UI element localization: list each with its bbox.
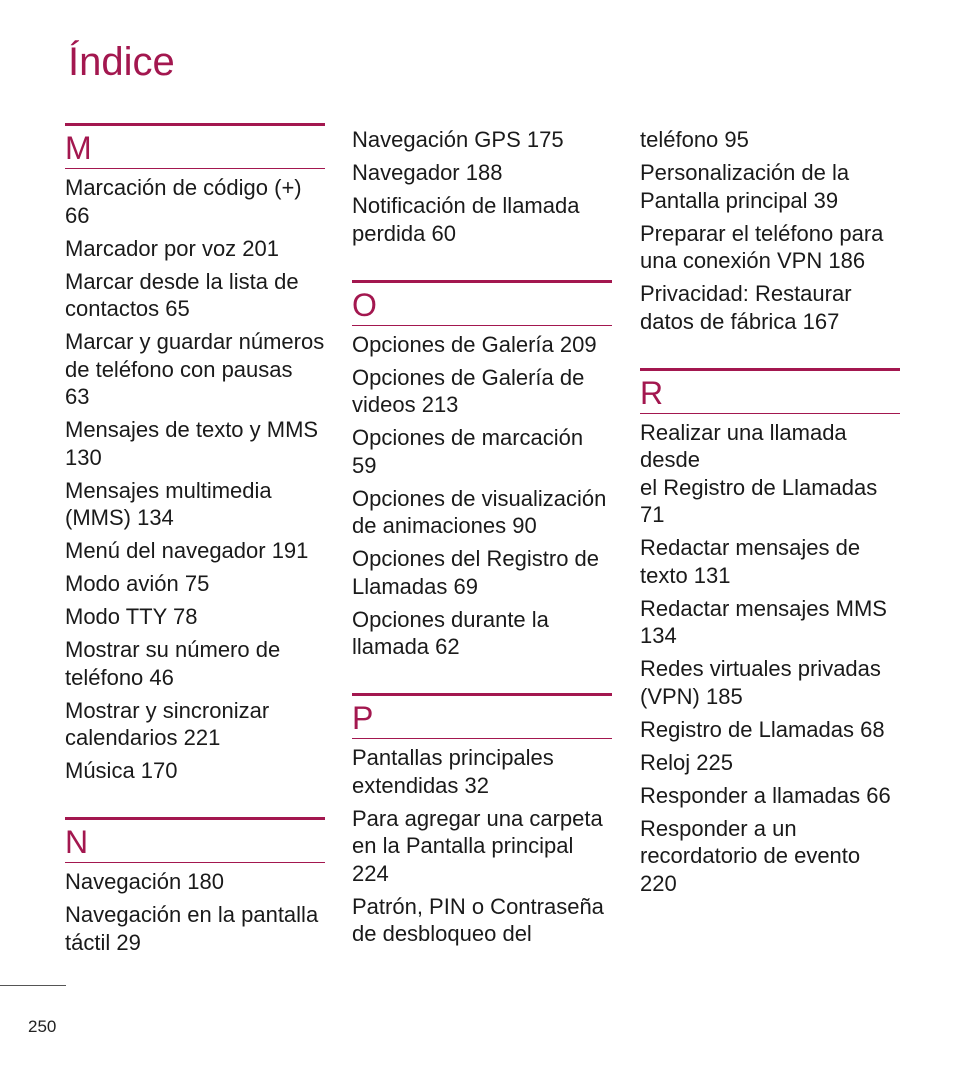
section-letter: M bbox=[65, 130, 92, 166]
index-entry: Redactar mensajes MMS 134 bbox=[640, 595, 887, 648]
index-entry: Marcar desde la lista de contactos 65 bbox=[65, 268, 299, 321]
section-spacer bbox=[352, 666, 612, 693]
index-entry: Reloj 225 bbox=[640, 749, 733, 775]
index-entry: Opciones de marcación 59 bbox=[352, 425, 584, 478]
index-entry: Navegación 180 bbox=[65, 869, 225, 894]
index-entry: Marcar y guardar números de teléfono con pausas 63 bbox=[65, 329, 325, 409]
index-entry: Marcador por voz 201 bbox=[65, 235, 279, 261]
index-entry: Mensajes multimedia (MMS) 134 bbox=[65, 477, 272, 530]
footer-rule bbox=[0, 985, 66, 986]
section-letter: O bbox=[352, 286, 377, 323]
index-entry: Responder a llamadas 66 bbox=[640, 782, 891, 808]
index-entry: Modo TTY 78 bbox=[65, 604, 198, 629]
index-entry: Realizar una llamada desde el Registro de Llamadas 71 bbox=[640, 419, 878, 527]
section-letter: R bbox=[640, 374, 664, 411]
index-entry: teléfono 95 bbox=[640, 127, 749, 152]
section-letter: P bbox=[352, 700, 374, 736]
index-entry: Patrón, PIN o Contraseña de desbloqueo del bbox=[352, 893, 604, 946]
index-entry: Navegador 188 bbox=[352, 160, 503, 185]
index-entry: Opciones del Registro de Llamadas 69 bbox=[352, 546, 600, 599]
index-entry: Pantallas principales extendidas 32 bbox=[352, 745, 554, 798]
index-column-3 bbox=[640, 126, 900, 903]
index-entry: Navegación en la pantalla táctil 29 bbox=[65, 902, 319, 955]
index-entry: Mostrar su número de teléfono 46 bbox=[65, 637, 281, 690]
section-header bbox=[65, 123, 325, 169]
index-entry: Menú del navegador 191 bbox=[65, 538, 309, 563]
page-number: 250 bbox=[28, 1017, 57, 1036]
index-column-1 bbox=[65, 123, 325, 962]
section-spacer bbox=[640, 341, 900, 368]
index-entry: Mostrar y sincronizar calendarios 221 bbox=[65, 697, 270, 750]
index-entry: Redactar mensajes de texto 131 bbox=[640, 535, 861, 588]
section-letter: N bbox=[65, 824, 89, 860]
index-entry: Responder a un recordatorio de evento 220 bbox=[640, 815, 861, 896]
index-entry: Opciones durante la llamada 62 bbox=[352, 606, 549, 659]
section-spacer bbox=[352, 253, 612, 280]
page-title: Índice bbox=[68, 40, 175, 84]
index-entry: Redes virtuales privadas (VPN) 185 bbox=[640, 656, 881, 709]
index-entry: Registro de Llamadas 68 bbox=[640, 716, 885, 742]
section-header bbox=[640, 368, 900, 414]
index-entry: Preparar el teléfono para una conexión VPN 186 bbox=[640, 220, 884, 273]
section-spacer bbox=[65, 790, 325, 817]
index-entry: Para agregar una carpeta en la Pantalla principal 224 bbox=[352, 805, 603, 886]
section-header bbox=[352, 280, 612, 326]
index-entry: Notificación de llamada perdida 60 bbox=[352, 193, 580, 246]
index-column-2 bbox=[352, 126, 612, 953]
index-entry: Personalización de la Pantalla principal 39 bbox=[640, 160, 850, 213]
index-entry: Opciones de visualización de animaciones 90 bbox=[352, 485, 607, 538]
index-entry: Marcación de código (+) 66 bbox=[65, 175, 302, 228]
index-entry: Opciones de Galería de videos 213 bbox=[352, 364, 585, 417]
section-header bbox=[65, 817, 325, 863]
index-entry: Opciones de Galería 209 bbox=[352, 331, 597, 357]
index-entry: Privacidad: Restaurar datos de fábrica 167 bbox=[640, 281, 852, 334]
index-entry: Modo avión 75 bbox=[65, 571, 210, 596]
index-entry: Música 170 bbox=[65, 758, 178, 783]
index-entry: Mensajes de texto y MMS 130 bbox=[65, 417, 319, 470]
index-entry: Navegación GPS 175 bbox=[352, 127, 564, 152]
section-header bbox=[352, 693, 612, 739]
